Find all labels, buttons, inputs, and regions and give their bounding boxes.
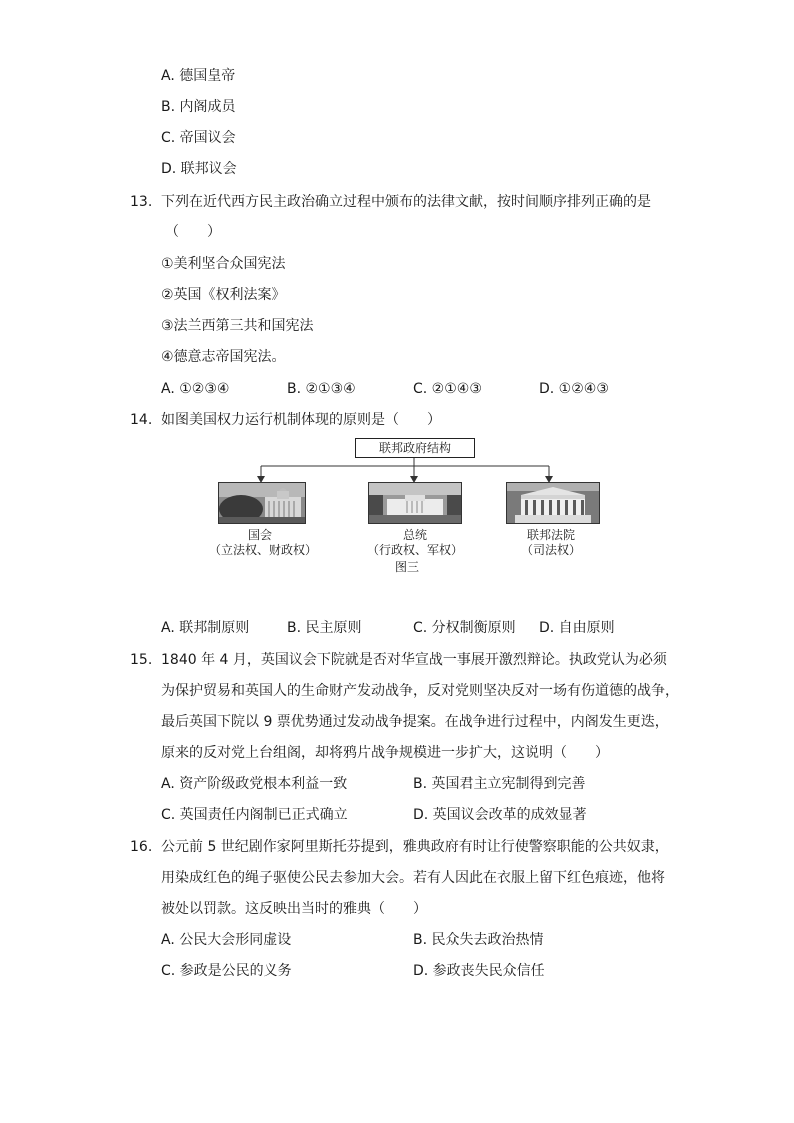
president-label: 总统	[402, 528, 427, 542]
q15-line-4: 原来的反对党上台组阁，却将鸦片战争规模进一步扩大，这说明（ ）	[161, 745, 609, 761]
figure-caption: 图三	[395, 560, 420, 574]
q15-line-2: 为保护贸易和英国人的生命财产发动战争，反对党则坚决反对一场有伤道德的战争，	[161, 683, 679, 699]
q14-option-c: C. 分权制衡原则	[413, 620, 516, 636]
president-powers: （行政权、军权）	[366, 543, 463, 557]
q16-option-b: B. 民众失去政治热情	[413, 932, 544, 948]
q15-line-3: 最后英国下院以 9 票优势通过发动战争提案。在战争进行过程中，内阁发生更迭，	[161, 714, 669, 730]
q16-option-c: C. 参政是公民的义务	[161, 963, 292, 979]
q16-number: 16.	[130, 839, 153, 855]
q13-option-c: C. ②①④③	[413, 381, 482, 397]
q16-line-3: 被处以罚款。这反映出当时的雅典（ ）	[161, 901, 427, 917]
q14-option-a: A. 联邦制原则	[161, 620, 250, 636]
q13-answer-paren: （ ）	[165, 224, 221, 240]
q12-option-d: D. 联邦议会	[161, 161, 237, 177]
congress-label: 国会	[247, 528, 272, 542]
q13-item-1: ①美利坚合众国宪法	[161, 256, 286, 272]
q15-line-1: 1840 年 4 月，英国议会下院就是否对华宣战一事展开激烈辩论。执政党认为必须	[161, 652, 667, 668]
congress-powers: （立法权、财政权）	[208, 543, 317, 557]
q13-item-3: ③法兰西第三共和国宪法	[161, 318, 314, 334]
q13-option-b: B. ②①③④	[287, 381, 356, 397]
q13-number: 13.	[130, 194, 153, 210]
white-house-photo	[368, 482, 462, 524]
q15-number: 15.	[130, 652, 153, 668]
q16-line-2: 用染成红色的绳子驱使公民去参加大会。若有人因此在衣服上留下红色痕迹，他将	[161, 870, 665, 886]
q12-option-a: A. 德国皇帝	[161, 68, 236, 84]
q12-option-c: C. 帝国议会	[161, 130, 236, 146]
q15-option-a: A. 资产阶级政党根本利益一致	[161, 776, 348, 792]
federal-structure-figure	[208, 438, 585, 578]
q15-option-c: C. 英国责任内阁制已正式确立	[161, 807, 348, 823]
q13-stem: 下列在近代西方民主政治确立过程中颁布的法律文献，按时间顺序排列正确的是	[161, 194, 651, 210]
figure-title: 联邦政府结构	[355, 438, 475, 458]
q16-option-a: A. 公民大会形同虚设	[161, 932, 292, 948]
q14-option-b: B. 民主原则	[287, 620, 362, 636]
q16-option-d: D. 参政丧失民众信任	[413, 963, 545, 979]
q15-option-b: B. 英国君主立宪制得到完善	[413, 776, 586, 792]
q14-number: 14.	[130, 412, 153, 428]
court-powers: （司法权）	[520, 543, 581, 557]
supreme-court-photo	[506, 482, 600, 524]
q13-item-4: ④德意志帝国宪法。	[161, 349, 286, 365]
capitol-photo	[218, 482, 306, 524]
q14-stem: 如图美国权力运行机制体现的原则是（ ）	[161, 412, 441, 428]
q13-item-2: ②英国《权利法案》	[161, 287, 286, 303]
q12-option-b: B. 内阁成员	[161, 99, 236, 115]
q13-option-d: D. ①②④③	[539, 381, 609, 397]
court-label: 联邦法院	[526, 528, 575, 542]
q13-option-a: A. ①②③④	[161, 381, 230, 397]
q14-option-d: D. 自由原则	[539, 620, 615, 636]
q15-option-d: D. 英国议会改革的成效显著	[413, 807, 587, 823]
q16-line-1: 公元前 5 世纪剧作家阿里斯托芬提到，雅典政府有时让行使警察职能的公共奴隶，	[161, 839, 669, 855]
